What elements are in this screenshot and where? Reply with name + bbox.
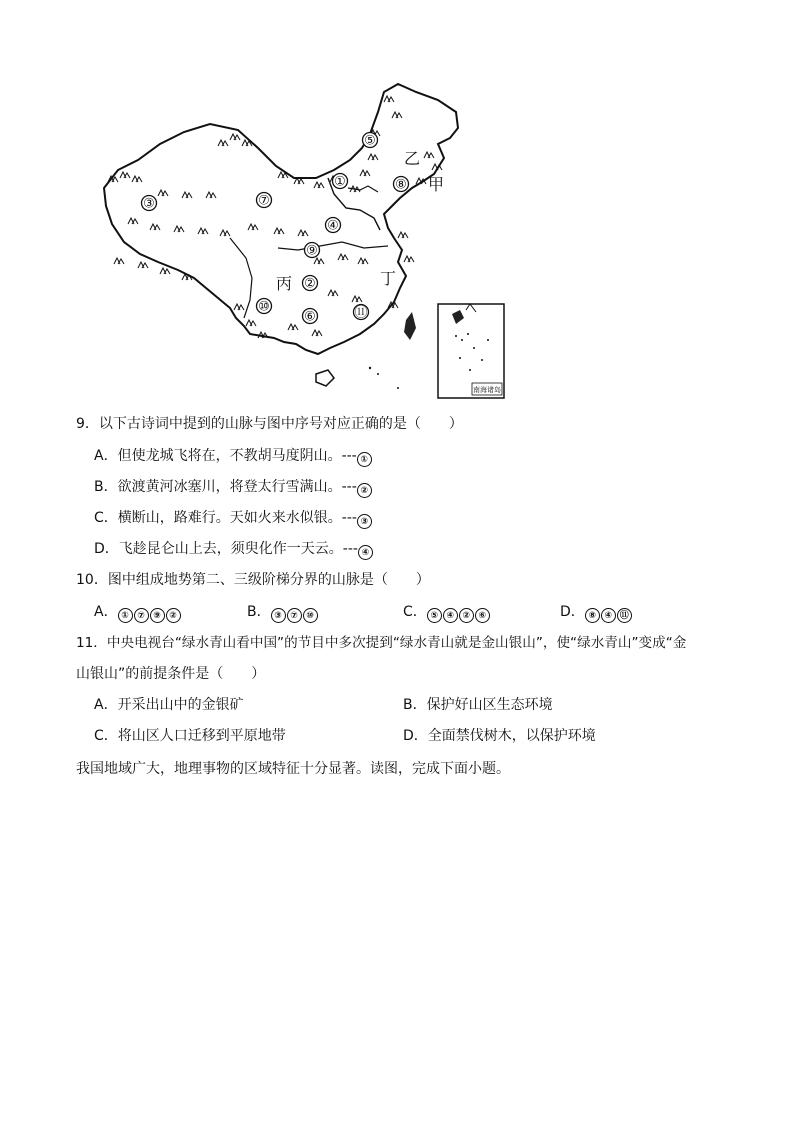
q10-b-mark-2: ⑦ [287,608,302,623]
map-label-10: ⑩ [258,299,270,315]
map-label-2: ② [304,276,316,292]
q9-option-d-mark: ④ [358,545,373,560]
q10-option-d-letter: D． [560,604,585,620]
map-label-11: ⑪ [354,305,368,321]
q10-option-a[interactable] [94,602,182,623]
q9-option-a-text: A．但使龙城飞将在，不教胡马度阴山。--- [94,448,357,464]
q9-option-c-text: C．横断山，路难行。天如火来水似银。--- [94,510,357,526]
q11-option-d[interactable]: D．全面禁伐树木，以保护环境 [403,728,596,744]
inset-caption: 南海诸岛 [473,386,501,394]
china-outline [104,84,458,354]
map-label-3: ③ [143,196,155,212]
map-label-6: ⑥ [304,309,316,325]
q9-option-b-mark: ② [357,483,372,498]
q10-option-c[interactable] [403,602,491,623]
q10-b-mark-1: ③ [271,608,286,623]
q10-a-mark-3: ⑨ [150,608,165,623]
q10-option-c-letter: C． [403,604,427,620]
map-label-1: ① [334,174,346,190]
q11-option-a[interactable]: A．开采出山中的金银矿 [94,697,244,713]
region-bing: 丙 [276,274,293,293]
q10-option-a-letter: A． [94,604,118,620]
map-label-9: ⑨ [306,243,318,259]
q10-option-b[interactable] [247,602,319,623]
south-china-sea-inset [438,304,504,398]
section-intro: 我国地域广大，地理事物的区域特征十分显著。读图，完成下面小题。 [76,761,510,777]
q11-stem-line1: 11．中央电视台“绿水青山看中国”的节目中多次提到“绿水青山就是金山银山”，使“绿水青山”变成“金 [76,635,687,651]
q10-c-mark-3: ② [459,608,474,623]
q9-option-c[interactable] [94,508,373,529]
q9-option-a[interactable] [94,446,373,467]
q10-c-mark-1: ⑤ [427,608,442,623]
map-label-8: ⑧ [395,177,407,193]
q9-stem: 9．以下古诗词中提到的山脉与图中序号对应正确的是（ ） [76,416,463,432]
q10-option-d[interactable] [560,602,633,623]
q9-option-b-text: B．欲渡黄河冰塞川，将登太行雪满山。--- [94,479,357,495]
q11-option-b[interactable]: B．保护好山区生态环境 [403,697,553,713]
q10-d-mark-2: ④ [601,608,616,623]
q9-option-a-mark: ① [357,452,372,467]
q10-d-mark-3: ⑪ [617,608,632,623]
mountain-symbols [108,96,445,338]
q10-stem: 10．图中组成地势第二、三级阶梯分界的山脉是（ ） [76,572,430,588]
q9-option-b[interactable] [94,477,373,498]
q10-b-mark-3: ⑩ [303,608,318,623]
q11-stem-line2: 山银山”的前提条件是（ ） [76,666,266,682]
q9-option-c-mark: ③ [357,514,372,529]
q11-option-c[interactable]: C．将山区人口迁移到平原地带 [94,728,286,744]
q10-option-b-letter: B． [247,604,271,620]
map-label-7: ⑦ [258,193,270,209]
q10-a-mark-4: ② [166,608,181,623]
region-jia: 甲 [428,175,445,194]
map-svg [98,78,508,400]
map-label-4: ④ [327,218,339,234]
map-label-5: ⑤ [364,133,376,149]
region-ding: 丁 [380,269,397,288]
q9-option-d[interactable] [94,539,374,560]
q10-a-mark-1: ① [118,608,133,623]
q10-a-mark-2: ⑦ [134,608,149,623]
q10-c-mark-2: ④ [443,608,458,623]
q10-d-mark-1: ⑧ [585,608,600,623]
q10-c-mark-4: ⑥ [475,608,490,623]
china-mountain-map [98,78,508,400]
q9-option-d-text: D．飞趁昆仑山上去，须臾化作一天云。--- [94,541,358,557]
region-yi: 乙 [404,149,421,168]
